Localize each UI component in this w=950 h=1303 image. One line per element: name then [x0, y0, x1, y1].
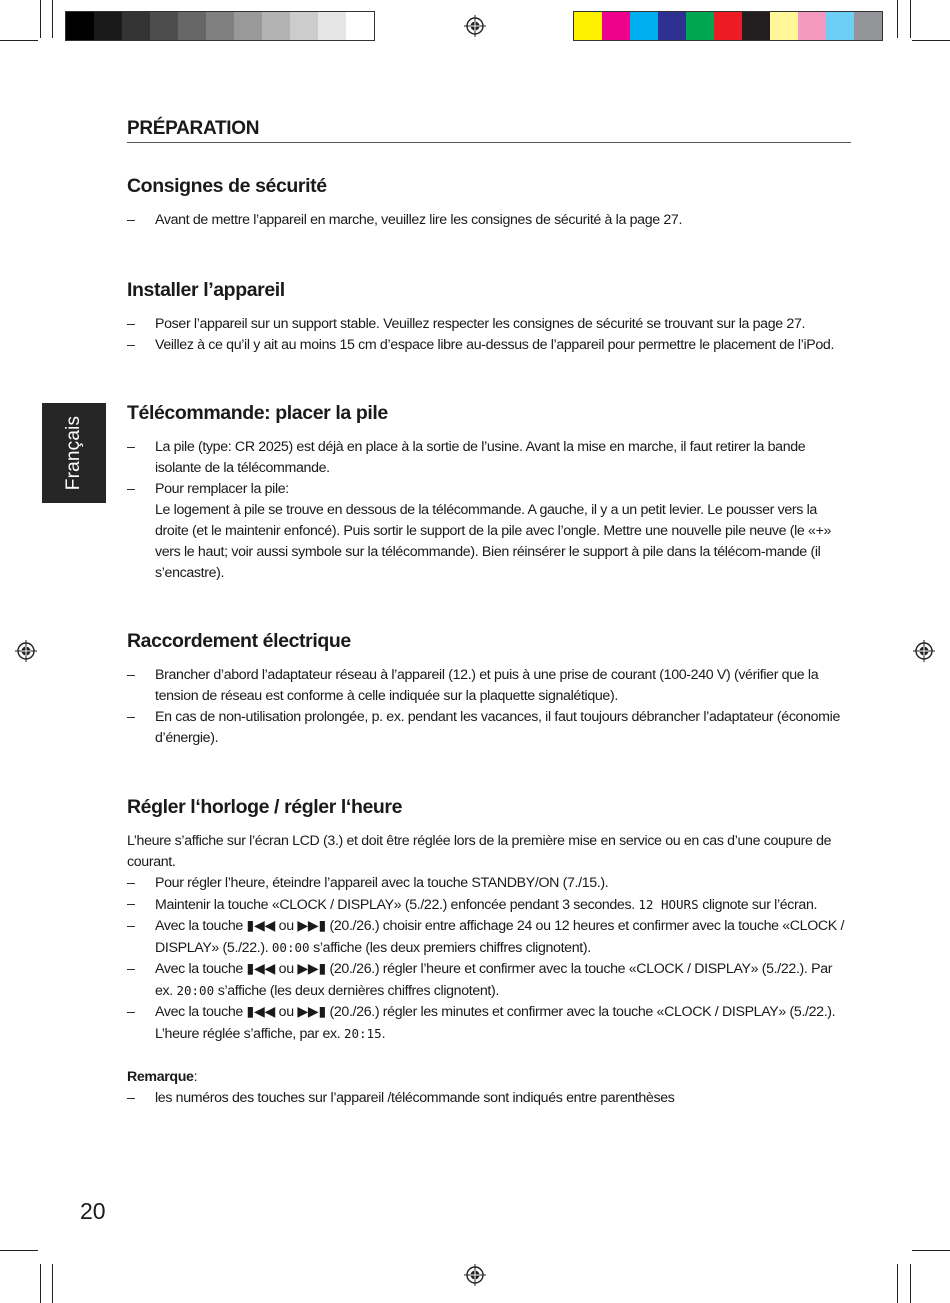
crop-mark	[40, 0, 41, 38]
crop-mark	[910, 0, 911, 38]
safety-heading: Consignes de sécurité	[127, 175, 327, 197]
list-item: – Avant de mettre l’appareil en marche, veuillez lire les consignes de sécurité à la page 27.	[127, 210, 851, 231]
color-swatch	[122, 12, 150, 40]
clock-list	[127, 873, 851, 1045]
page-content	[127, 118, 851, 1109]
color-swatch	[206, 12, 234, 40]
list-item	[127, 479, 851, 584]
lcd-display-text: 20:00	[176, 983, 215, 998]
color-swatch	[290, 12, 318, 40]
list-item: – La pile (type: CR 2025) est déjà en place à la sortie de l’usine. Avant la mise en marche, il faut retirer la bande isolante de la télécommande.	[127, 437, 851, 479]
registration-mark-icon	[15, 640, 37, 662]
text: .	[381, 1026, 386, 1042]
crop-mark	[0, 40, 38, 41]
list-item: – Poser l’appareil sur un support stable. Veuillez respecter les consignes de sécurité se trouvant sur la page 27.	[127, 314, 851, 335]
registration-mark-icon	[913, 640, 935, 662]
install-list	[127, 314, 851, 356]
list-item	[127, 894, 851, 916]
list-item: – Pour régler l’heure, éteindre l’appareil avec la touche STANDBY/ON (7./15.).	[127, 873, 851, 894]
text: Avec la touche ▮◀◀ ou ▶▶▮ (20./26.) régler l’heure et confirmer avec la touche «CLOCK / DISPLAY» (5./22.). Par ex.	[155, 961, 833, 999]
color-swatch	[602, 12, 630, 40]
clock-heading: Régler l‘horloge / régler l‘heure	[127, 796, 403, 818]
color-swatch	[234, 12, 262, 40]
color-swatch	[826, 12, 854, 40]
note-colon: :	[193, 1069, 198, 1085]
install-heading: Installer l’appareil	[127, 279, 285, 301]
color-swatch	[686, 12, 714, 40]
remote-list	[127, 437, 851, 584]
color-calibration-bar	[573, 11, 883, 41]
crop-mark	[910, 1264, 911, 1303]
text: Avec la touche ▮◀◀ ou ▶▶▮ (20./26.) choisir entre affichage 24 ou 12 heures et confirmer avec la touche «CLOCK / DISPLAY» (5./22.).	[155, 918, 845, 956]
crop-mark	[897, 1264, 898, 1303]
note-list	[127, 1088, 851, 1109]
text: Avec la touche ▮◀◀ ou ▶▶▮ (20./26.) régler les minutes et confirmer avec la touche «CLOCK / DISPLAY» (5./22.). L’heure réglée s’affiche, par ex.	[155, 1004, 836, 1042]
crop-mark	[897, 0, 898, 38]
power-list	[127, 665, 851, 749]
crop-mark	[52, 1264, 53, 1303]
list-item-body: Le logement à pile se trouve en dessous de la télécommande. A gauche, il y a un petit levier. Le pousser vers la droite (et le maintenir enfoncé). Puis sortir le support de la pile avec l’ongle. Mettre une nouvelle pile neuve (le «+» vers le haut; voir aussi symbole sur la télécommande). Bien réinsérer le support à pile dans la télécom-mande (il s’encastre).	[155, 502, 832, 581]
list-item: – Veillez à ce qu’il y ait au moins 15 cm d’espace libre au-dessus de l’appareil pour permettre le placement de l’iPod.	[127, 335, 851, 356]
list-item-head: Pour remplacer la pile:	[155, 481, 289, 497]
grayscale-calibration-bar	[65, 11, 375, 41]
color-swatch	[630, 12, 658, 40]
text: s’affiche (les deux premiers chiffres clignotent).	[309, 940, 591, 956]
color-swatch	[854, 12, 882, 40]
text: clignote sur l’écran.	[698, 897, 818, 913]
color-swatch	[346, 12, 374, 40]
remote-heading: Télécommande: placer la pile	[127, 402, 388, 424]
safety-list	[127, 210, 851, 231]
color-swatch	[742, 12, 770, 40]
language-tab-label: Français	[63, 415, 84, 491]
color-swatch	[798, 12, 826, 40]
crop-mark	[912, 40, 950, 41]
list-item	[127, 916, 851, 959]
color-swatch	[66, 12, 94, 40]
registration-mark-icon	[464, 15, 486, 37]
color-swatch	[178, 12, 206, 40]
crop-mark	[52, 0, 53, 38]
crop-mark	[40, 1264, 41, 1303]
crop-mark	[0, 1250, 38, 1251]
page-number: 20	[80, 1198, 106, 1224]
list-item	[127, 1002, 851, 1045]
list-item	[127, 959, 851, 1002]
language-tab	[42, 403, 106, 503]
color-swatch	[262, 12, 290, 40]
text: s’affiche (les deux dernières chiffres clignotent).	[214, 983, 499, 999]
lcd-display-text: 00:00	[271, 940, 310, 955]
crop-mark	[912, 1250, 950, 1251]
list-item: – Brancher d’abord l’adaptateur réseau à l’appareil (12.) et puis à une prise de courant (100-240 V) (vérifier que la tension de réseau est conforme à celle indiquée sur la plaquette signalétique).	[127, 665, 851, 707]
color-swatch	[94, 12, 122, 40]
clock-intro: L’heure s’affiche sur l’écran LCD (3.) et doit être réglée lors de la première mise en service ou en cas d’une coupure de courant.	[127, 833, 832, 870]
color-swatch	[770, 12, 798, 40]
registration-mark-icon	[464, 1264, 486, 1286]
lcd-display-text: 12 HOURS	[638, 897, 699, 912]
section-title: PRÉPARATION	[127, 118, 851, 143]
note-heading	[127, 1067, 851, 1088]
color-swatch	[714, 12, 742, 40]
power-heading: Raccordement électrique	[127, 630, 351, 652]
list-item: – les numéros des touches sur l’appareil /télécommande sont indiqués entre parenthèses	[127, 1088, 851, 1109]
color-swatch	[658, 12, 686, 40]
list-item: – En cas de non-utilisation prolongée, p. ex. pendant les vacances, il faut toujours débrancher l’adaptateur (économie d’énergie).	[127, 707, 851, 749]
color-swatch	[574, 12, 602, 40]
color-swatch	[150, 12, 178, 40]
lcd-display-text: 20:15	[343, 1026, 382, 1041]
color-swatch	[318, 12, 346, 40]
note-label: Remarque	[127, 1069, 194, 1085]
text: Maintenir la touche «CLOCK / DISPLAY» (5./22.) enfoncée pendant 3 secondes.	[155, 897, 639, 913]
